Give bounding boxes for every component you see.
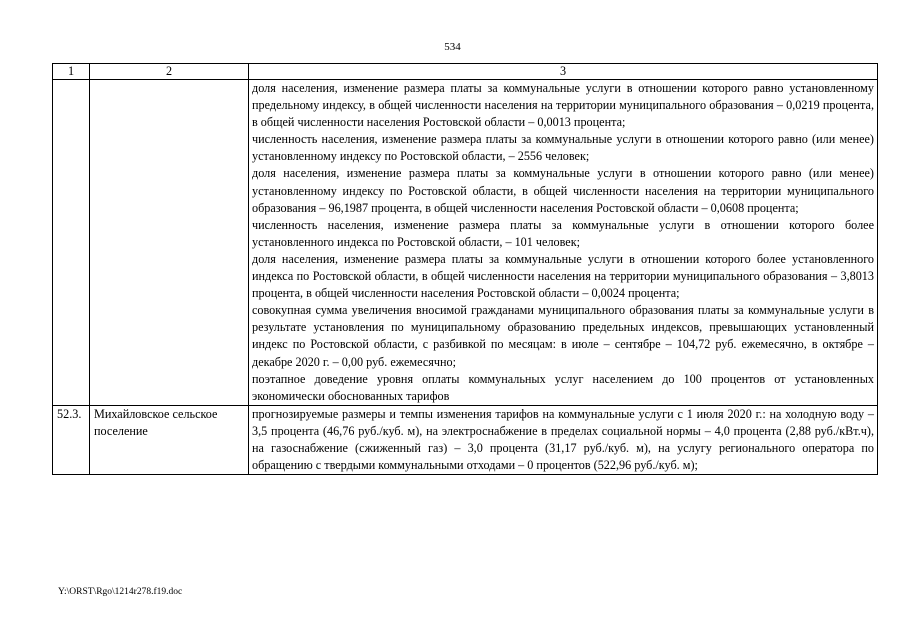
page-number: 534 xyxy=(444,41,461,53)
column-header: 2 xyxy=(90,64,249,80)
table-row xyxy=(53,405,878,474)
paragraph: численность населения, изменение размера платы за коммунальные услуги в отношении которого более установленного индекса по Ростовской области, – 101 человек; xyxy=(252,217,874,249)
row-content xyxy=(249,405,878,474)
document-table xyxy=(52,63,878,475)
table-header-row xyxy=(53,64,878,80)
paragraph: доля населения, изменение размера платы за коммунальные услуги в отношении которого равно (или менее) установленному индексу по Ростовской области, в общей численности населения на территории муниципального образования – 96,1987 процента, в общей численности населения Ростовской области – 0,0608 процента; xyxy=(252,166,874,215)
table-row xyxy=(53,80,878,406)
paragraph: прогнозируемые размеры и темпы изменения тарифов на коммунальные услуги с 1 июля 2020 г.: на холодную воду – 3,5 процента (46,76 руб./куб. м), на электроснабжение в пределах социальной нормы – 4,0 процента (2,88 руб./кВт.ч), на газоснабжение (сжиженный газ) – 3,0 процента (31,17 руб./куб. м), на услугу регионального оператора по обращению с твердыми коммунальными отходами – 0 процентов (522,96 руб./куб. м); xyxy=(252,406,874,473)
paragraph: поэтапное доведение уровня оплаты коммунальных услуг населением до 100 процентов от установленных экономически обоснованных тарифов xyxy=(252,371,874,403)
column-header: 1 xyxy=(53,64,90,80)
paragraph: доля населения, изменение размера платы за коммунальные услуги в отношении которого равно установленному предельному индексу, в общей численности населения на территории муниципального образования – 0,0219 процента, в общей численности населения Ростовской области – 0,0013 процента; xyxy=(252,81,874,130)
column-header: 3 xyxy=(249,64,878,80)
settlement-name: Михайловское сельское поселение xyxy=(90,405,249,474)
row-number xyxy=(53,80,90,406)
paragraph: совокупная сумма увеличения вносимой гражданами муниципального образования платы за коммунальные услуги в результате установления по муниципальному образованию предельных индексов, превышающих установленный индекс по Ростовской области, с разбивкой по месяцам: в июле – сентябре – 104,72 руб. ежемесячно, в октябре – декабре 2020 г. – 0,00 руб. ежемесячно; xyxy=(252,303,874,369)
row-number: 52.3. xyxy=(53,405,90,474)
paragraph: численность населения, изменение размера платы за коммунальные услуги в отношении которого равно (или менее) установленному индексу по Ростовской области, – 2556 человек; xyxy=(252,132,874,164)
paragraph: доля населения, изменение размера платы за коммунальные услуги в отношении которого более установленного индекса по Ростовской области, в общей численности населения на территории муниципального образования – 3,8013 процента, в общей численности населения Ростовской области – 0,0024 процента; xyxy=(252,251,874,301)
row-content xyxy=(249,80,878,406)
file-path-footer: Y:\ORST\Rgo\1214r278.f19.doc xyxy=(58,587,183,597)
settlement-name xyxy=(90,80,249,406)
